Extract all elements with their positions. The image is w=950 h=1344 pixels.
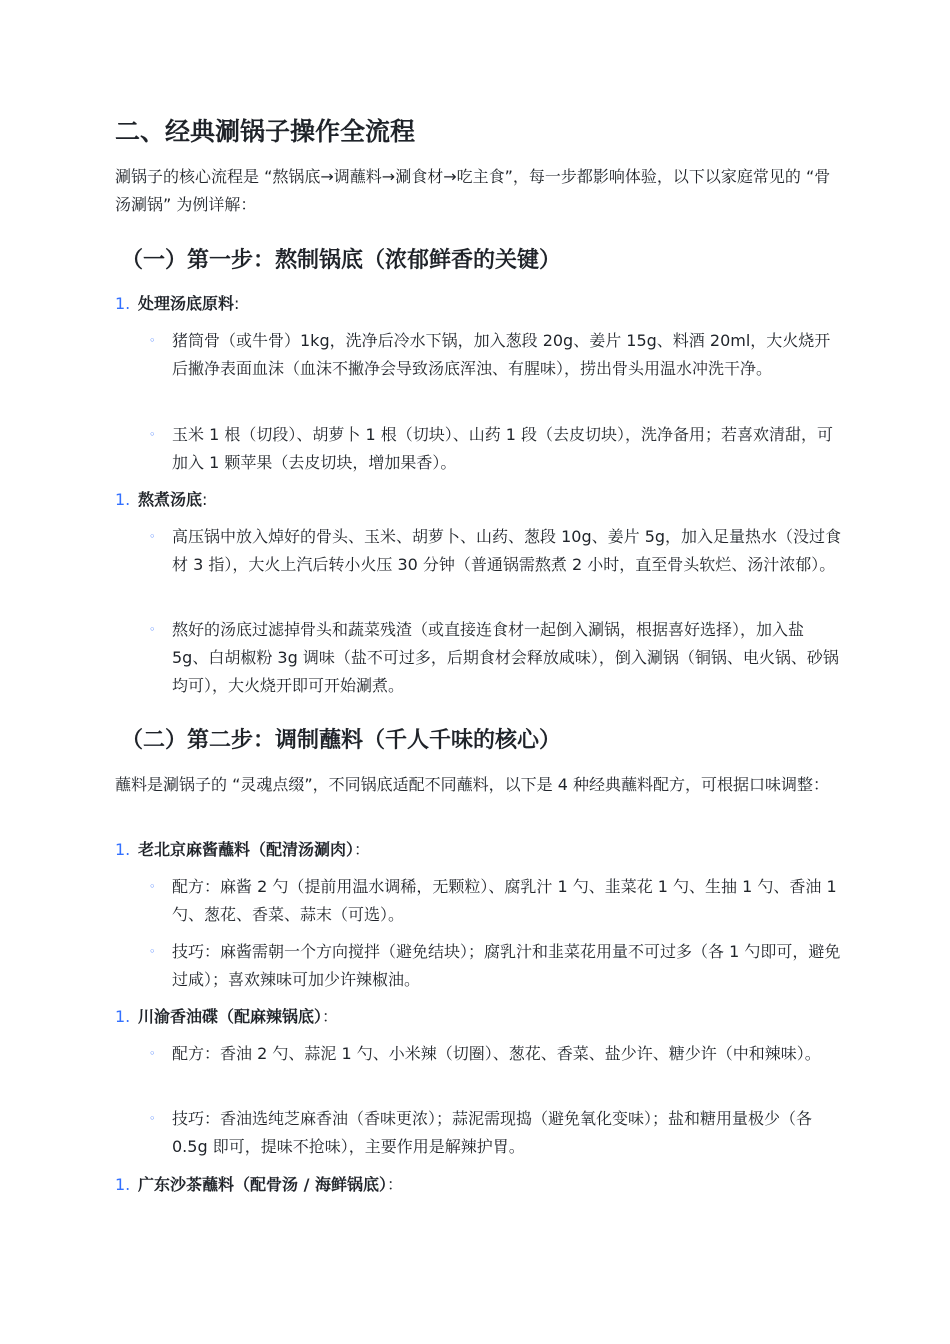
list-number: 1. [115,1007,131,1026]
intro-paragraph: 涮锅子的核心流程是 “熬锅底→调蘸料→涮食材→吃主食”，每一步都影响体验，以下以家庭常见的 “骨汤涮锅” 为例详解： [115,167,831,214]
list-item-text: 配方：麻酱 2 勺（提前用温水调稀，无颗粒）、腐乳汁 1 勺、韭菜花 1 勺、生抽 1 勺、香油 1 勺、葱花、香菜、蒜末（可选）。 [172,877,837,924]
list-item-text: 猪筒骨（或牛骨）1kg，洗净后冷水下锅，加入葱段 20g、姜片 15g、料酒 20ml，大火烧开后撇净表面血沫（血沫不撇净会导致汤底浑浊、有腥味），捞出骨头用温水冲洗干净。 [172,331,831,378]
step1-heading: （一）第一步：熬制锅底（浓郁鲜香的关键） [121,248,562,273]
step1-item2 [115,486,207,514]
step1-item1-label: 处理汤底原料 [138,294,235,313]
list-number: 1. [115,840,131,859]
bullet-icon: ◦ [149,880,156,893]
step2-intro-paragraph: 蘸料是涮锅子的 “灵魂点缀”，不同锅底适配不同蘸料，以下是 4 种经典蘸料配方，可根据口味调整： [115,775,830,794]
section-title: 二、经典涮锅子操作全流程 [115,117,416,146]
bullet-icon: ◦ [149,428,156,441]
bullet-icon: ◦ [149,530,156,543]
bullet-icon: ◦ [149,623,156,636]
colon: ： [354,840,371,859]
bullet-icon: ◦ [149,334,156,347]
bullet-icon: ◦ [149,1112,156,1125]
list-number: 1. [115,1175,131,1194]
list-item-text: 技巧：香油选纯芝麻香油（香味更浓）；蒜泥需现捣（避免氧化变味）；盐和糖用量极少（各 0.5g 即可，提味不抢味），主要作用是解辣护胃。 [172,1109,813,1156]
list-item [149,616,843,700]
list-item [149,327,843,383]
list-item-text: 熬好的汤底过滤掉骨头和蔬菜残渣（或直接连食材一起倒入涮锅，根据喜好选择），加入盐 5g、白胡椒粉 3g 调味（盐不可过多，后期食材会释放咸味），倒入涮锅（铜锅、电火锅、砂锅均可），大火烧开即可开始涮煮。 [172,620,839,695]
step2-item3 [115,1171,403,1199]
colon: : [234,294,240,313]
step2-item1 [115,836,370,864]
list-item [149,523,843,579]
bullet-icon: ◦ [149,1047,156,1060]
list-item [149,1105,843,1161]
step1-item1 [115,290,239,318]
colon: ： [387,1175,404,1194]
colon: : [202,490,208,509]
step1-item2-label: 熬煮汤底 [138,490,203,509]
step2-item2 [115,1003,338,1031]
step2-heading: （二）第二步：调制蘸料（千人千味的核心） [121,728,562,753]
colon: ： [322,1007,339,1026]
list-item [149,938,843,994]
list-item [149,1040,843,1068]
step2-item2-label: 川渝香油碟（配麻辣锅底） [138,1007,323,1026]
list-item-text: 高压锅中放入焯好的骨头、玉米、胡萝卜、山药、葱段 10g、姜片 5g，加入足量热水（没过食材 3 指），大火上汽后转小火压 30 分钟（普通锅需熬煮 2 小时，直至骨头软烂、汤汁浓郁）。 [172,527,842,574]
step2-item1-label: 老北京麻酱蘸料（配清汤涮肉） [138,840,355,859]
list-number: 1. [115,490,131,509]
list-item-text: 配方：香油 2 勺、蒜泥 1 勺、小米辣（切圈）、葱花、香菜、盐少许、糖少许（中和辣味）。 [172,1044,821,1063]
list-item-text: 玉米 1 根（切段）、胡萝卜 1 根（切块）、山药 1 段（去皮切块），洗净备用；若喜欢清甜，可加入 1 颗苹果（去皮切块，增加果香）。 [172,425,834,472]
list-item-text: 技巧：麻酱需朝一个方向搅拌（避免结块）；腐乳汁和韭菜花用量不可过多（各 1 勺即可，避免过咸）；喜欢辣味可加少许辣椒油。 [172,942,841,989]
list-number: 1. [115,294,131,313]
step2-item3-label: 广东沙茶蘸料（配骨汤 / 海鲜锅底） [138,1175,387,1194]
list-item [149,421,843,477]
list-item [149,873,843,929]
bullet-icon: ◦ [149,945,156,958]
